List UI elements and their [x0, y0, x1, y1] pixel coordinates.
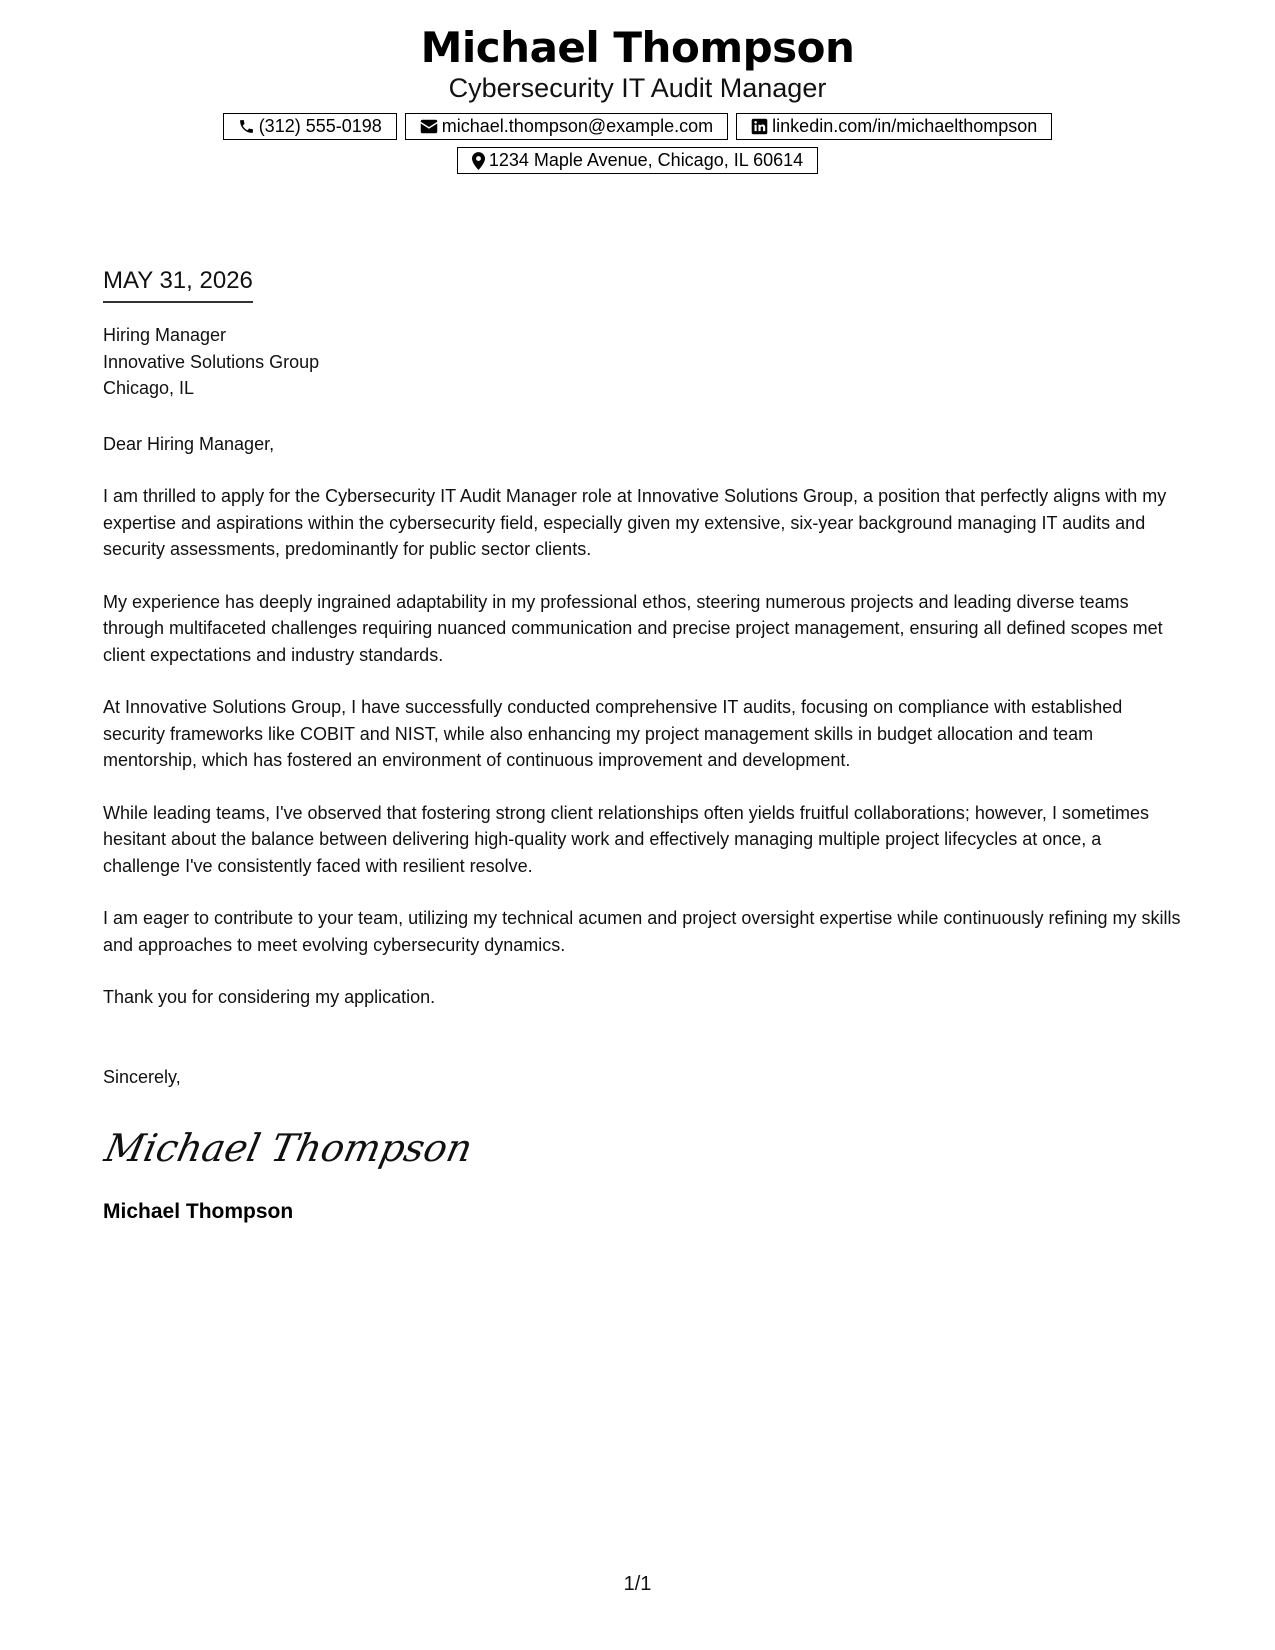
recipient-block	[103, 322, 1183, 402]
letter-date: MAY 31, 2026	[103, 266, 253, 303]
letter-header	[0, 22, 1275, 174]
email-text: michael.thompson@example.com	[441, 116, 714, 136]
envelope-icon	[420, 119, 438, 134]
body-paragraph: I am thrilled to apply for the Cybersecurity IT Audit Manager role at Innovative Solutions Group, a position that perfectly aligns with my expertise and aspirations within the cybersecurity field, especially given my extensive, six-year background managing IT audits and security assessments, predominantly for public sector clients.	[103, 486, 1167, 559]
signed-name: Michael Thompson	[103, 1200, 294, 1223]
letter-body	[100, 266, 1183, 1225]
address-chip	[457, 147, 818, 174]
body-paragraph: I am eager to contribute to your team, utilizing my technical acumen and project oversight expertise while continuously refining my skills and approaches to meet evolving cybersecurity dynamics.	[103, 908, 1181, 955]
email-chip	[405, 113, 728, 140]
linkedin-chip	[736, 113, 1052, 140]
map-pin-icon	[472, 152, 485, 170]
phone-icon	[238, 118, 255, 135]
applicant-name: Michael Thompson	[420, 23, 855, 72]
page-number: 1/1	[623, 1573, 652, 1595]
linkedin-text: linkedin.com/in/michaelthompson	[772, 116, 1038, 136]
handwritten-signature	[100, 1123, 1183, 1175]
body-paragraph: Thank you for considering my application.	[103, 987, 436, 1007]
phone-text: (312) 555-0198	[258, 116, 382, 136]
body-paragraph: While leading teams, I've observed that fostering strong client relationships often yields fruitful collaborations; however, I sometimes hesitant about the balance between delivering high-quality work and effectively managing multiple project lifecycles at once, a challenge I've consistently faced with resilient resolve.	[103, 802, 1149, 876]
svg-text:Michael Thompson: Michael Thompson	[100, 1126, 477, 1171]
recipient-line: Chicago, IL	[103, 378, 195, 398]
address-text: 1234 Maple Avenue, Chicago, IL 60614	[488, 150, 804, 170]
address-row	[0, 147, 1275, 174]
recipient-line: Innovative Solutions Group	[103, 351, 320, 372]
contact-row	[0, 113, 1275, 140]
closing: Sincerely,	[103, 1066, 181, 1087]
body-paragraph: My experience has deeply ingrained adaptability in my professional ethos, steering numerous projects and leading diverse teams through multifaceted challenges requiring nuanced communication and precise project management, ensuring all defined scopes met client expectations and industry standards.	[103, 591, 1163, 665]
phone-chip	[223, 113, 397, 140]
body-paragraph: At Innovative Solutions Group, I have successfully conducted comprehensive IT audits, focusing on compliance with established security frameworks like COBIT and NIST, while also enhancing my project management skills in budget allocation and team mentorship, which has fostered an environment of continuous improvement and development.	[103, 697, 1123, 770]
applicant-title: Cybersecurity IT Audit Manager	[448, 73, 827, 103]
recipient-line: Hiring Manager	[103, 325, 227, 345]
linkedin-icon	[751, 118, 768, 135]
salutation: Dear Hiring Manager,	[103, 433, 275, 454]
